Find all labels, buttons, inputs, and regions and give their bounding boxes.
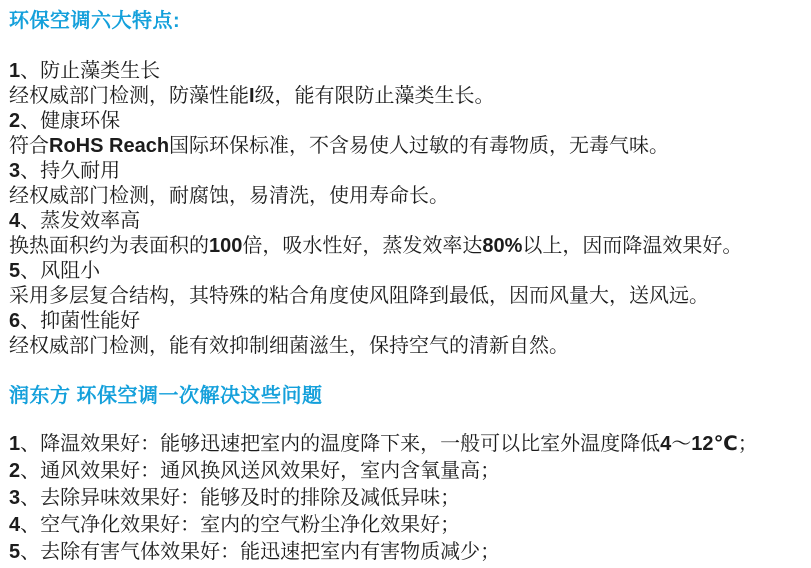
problems-heading: 润东方 环保空调一次解决这些问题 xyxy=(9,385,323,407)
features-list xyxy=(9,59,803,359)
feature-description: 经权威部门检测，能有效抑制细菌滋生，保持空气的清新自然。 xyxy=(9,335,569,357)
feature-description: 采用多层复合结构，其特殊的粘合角度使风阻降到最低，因而风量大，送风远。 xyxy=(9,285,709,307)
problem-item: 2、通风效果好：通风换风送风效果好，室内含氧量高； xyxy=(9,460,501,482)
feature-description: 换热面积约为表面积的100倍，吸水性好，蒸发效率达80%以上，因而降温效果好。 xyxy=(9,235,743,257)
feature-description: 符合RoHS Reach国际环保标准，不含易使人过敏的有毒物质，无毒气味。 xyxy=(9,135,670,157)
feature-item xyxy=(9,109,803,159)
feature-title: 3、持久耐用 xyxy=(9,160,121,182)
feature-title: 1、防止藻类生长 xyxy=(9,60,161,82)
feature-description: 经权威部门检测，防藻性能I级，能有限防止藻类生长。 xyxy=(9,85,495,107)
problem-item: 3、去除异味效果好：能够及时的排除及减低异味； xyxy=(9,487,461,509)
feature-item xyxy=(9,209,803,259)
feature-description: 经权威部门检测，耐腐蚀，易清洗，使用寿命长。 xyxy=(9,185,449,207)
feature-title: 5、风阻小 xyxy=(9,260,101,282)
feature-title: 2、健康环保 xyxy=(9,110,121,132)
feature-item xyxy=(9,159,803,209)
problem-item: 4、空气净化效果好：室内的空气粉尘净化效果好； xyxy=(9,514,461,536)
feature-item xyxy=(9,59,803,109)
problem-item: 1、降温效果好：能够迅速把室内的温度降下来，一般可以比室外温度降低4～12℃； xyxy=(9,433,758,455)
problems-list xyxy=(9,431,803,566)
feature-title: 4、蒸发效率高 xyxy=(9,210,141,232)
feature-item xyxy=(9,309,803,359)
feature-title: 6、抑菌性能好 xyxy=(9,310,141,332)
problem-item: 5、去除有害气体效果好：能迅速把室内有害物质减少； xyxy=(9,541,501,563)
feature-item xyxy=(9,259,803,309)
features-heading: 环保空调六大特点: xyxy=(9,10,181,32)
